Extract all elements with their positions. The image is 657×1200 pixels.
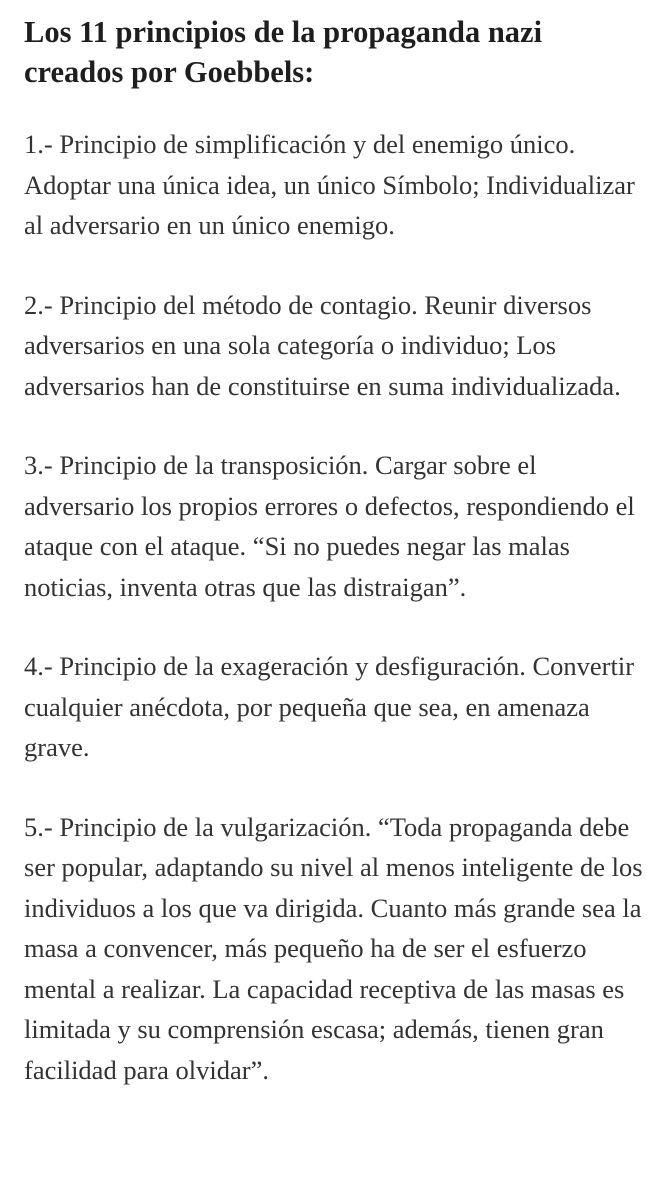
principle-1: 1.- Principio de simplificación y del enemigo único. Adoptar una única idea, un único Símbolo; Individualizar al adversario en un único enemigo. bbox=[24, 129, 635, 240]
article-title: Los 11 principios de la propaganda nazi creados por Goebbels: bbox=[24, 15, 543, 89]
principle-5: 5.- Principio de la vulgarización. “Toda propaganda debe ser popular, adaptando su nivel al menos inteligente de los individuos a los que va dirigida. Cuanto más grande sea la masa a convencer, más pequeño ha de ser el esfuerzo mental a realizar. La capacidad receptiva de las masas es limitada y su comprensión escasa; además, tienen gran facilidad para olvidar”. bbox=[24, 811, 643, 1085]
principle-3: 3.- Principio de la transposición. Cargar sobre el adversario los propios errores o defectos, respondiendo el ataque con el ataque. “Si no puedes negar las malas noticias, inventa otras que las distraigan”. bbox=[24, 450, 635, 602]
principle-2: 2.- Principio del método de contagio. Reunir diversos adversarios en una sola categoría o individuo; Los adversarios han de constituirse en suma individualizada. bbox=[24, 289, 621, 401]
article bbox=[24, 12, 646, 1090]
principle-4: 4.- Principio de la exageración y desfiguración. Convertir cualquier anécdota, por pequeña que sea, en amenaza grave. bbox=[24, 651, 635, 762]
